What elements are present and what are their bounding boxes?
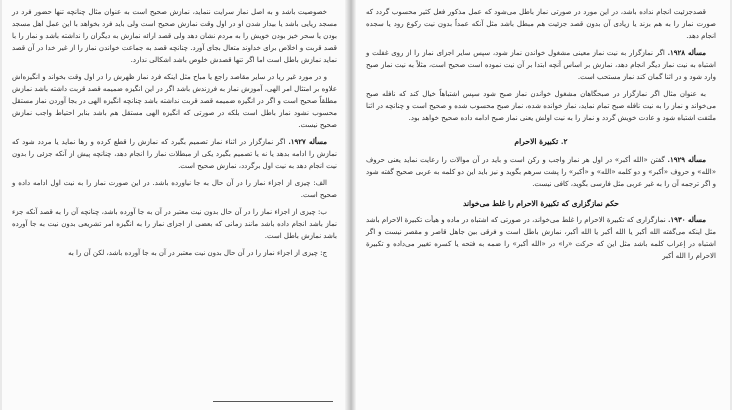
masala-paragraph: [366, 154, 716, 190]
case-alef: الف: چیزی از اجزاء نماز را در آن حال به جا نیاورده باشد. در این صورت نماز را به نیت اول ادامه داده و صحیح است.: [12, 179, 337, 199]
masala-text: اگر نمازگزار در اثناء نماز تصمیم بگیرد که نمازش را قطع کرده و رها نماید یا مردد شود که نمازش را ادامه بدهد یا نه یا تصمیم بگیرد یکی از مبطلات نماز را انجام دهد، چنانچه پیش از آنکه جزئی را بدون نیت انجام دهد به نیت اول برگردد، نمازش صحیح است.: [12, 138, 337, 170]
masala-paragraph: [366, 214, 716, 262]
footnote-divider: [213, 401, 333, 402]
left-text-column: [12, 6, 337, 259]
masala-paragraph: [12, 136, 337, 172]
masala-text: اگر نمازگزار به نیت نماز معینی مشغول خواندن نماز شود، سپس سایر اجزای نماز را از روی غفلت و اشتباه به نیت نماز دیگر انجام دهد، نمازش بر اساس آنچه ابتدا بر آن نیت نموده است صحیح است، مثلاً به نیت نماز صبح وارد شود و در اثنا گمان کند نماز مستحب است.: [366, 49, 716, 81]
paragraph: قصدجزئیت انجام نداده باشد، در این مورد در صورتی نماز باطل می‌شود که عمل مذکور فعل کثیر محسوب گردد که صورت نماز را به هم بزند یا زیادی آن بدون قصد جزئیت هم مبطل باشد مثل آنکه عمداً بدون نیت رکوع رود یا سجده انجام دهد.: [366, 8, 716, 40]
section-subheading: حکم نمازگزاری که تکبیرة الاحرام را غلط می‌خواند: [463, 199, 619, 208]
right-book-page: [356, 0, 730, 410]
masala-text: نمازگزاری که تکبیرة الاحرام را غلط می‌خواند، در صورتی که اشتباه در ماده و هیأت تکبیرة الاحرام باشد مثل اینکه می‌گفته الله أکبر یا الله أکبر یا الله أکبر، نمازش باطل است و فرقی بین جاهل قاصر و مقصر نیست و اگر اشتباه در إعراب کلمه باشد مثل این که حرکت «را» در «الله أكبر» را ضمه به فتحه یا کسره تغییر می‌داده و تکبیرة الاحرام را الله أکبر: [366, 216, 716, 260]
case-be: ب: چیزی از اجزاء نماز را در آن حال بدون نیت معتبر در آن به جا آورده باشد، چنانچه آن را به قصد آنکه جزء نماز باشد انجام داده باشد مانند زمانی که بعضی از اجزای نماز را به انگیزه امر تشریعی بدون نیت به جا آورده باشد نمازش باطل است.: [12, 208, 337, 240]
paragraph: خصوصیت باشد و به اصل نماز سرایت ننماید، نمازش صحیح است به عنوان مثال چنانچه تنها حضور فرد در مسجد ریایی باشد یا بیدار شدن او در اول وقت نمازش صحیح است ولی باید فرد بخواهد با این عمل اهل مسجد بودن یا سحر خیز بودن خویش را به مردم نشان دهد ولی قصد ارائه نمازش به دیگران را نداشته باشد و نماز را با قصد قربت و اخلاص برای خداوند متعال بجای آورد. چنانچه قصد به جماعت خواندن نماز را از غیر خدا در آن قصد نماید نمازش باطل است اما اگر تنها قصدش خلوص باشد اشکالی ندارد.: [12, 8, 337, 64]
masala-text: گفتن «الله أكبر» در اول هر نماز واجب و رکن است و باید در آن موالات را رعایت نماید یعنی حروف «الله» و حروف «أكبر» و دو کلمه «الله» و «أكبر» را پشت سرهم بگوید و نیز باید این دو کلمه به عربی صحیح گفته شود و اگر ترجمه آن را به غیر عربی مثل فارسی بگوید، کافی نیست.: [366, 156, 716, 188]
case-jim: ج: چیزی از اجزاء نماز را در آن حال بدون نیت معتبر در آن به جا آورده باشد، لکن آن را به: [68, 249, 327, 257]
left-book-page: [2, 0, 345, 410]
paragraph: به عنوان مثال اگر نمازگزار در صبحگاهان مشغول خواندن نماز صبح شود سپس اشتباهاً خیال کند که نافله صبح می‌خواند و نماز را به نیت نافله صبح تمام نماید، نماز خوانده شده، نماز صبح محسوب شده و صحیح است و چنانچه در اثنا ملتفت اشتباه شود و عادت خویش گردد و نماز را به نیت اولش یعنی نماز صبح ادامه داده صحیح خواهد بود.: [366, 90, 716, 122]
book-gutter: [345, 0, 356, 410]
paragraph: و در مورد غیر ریا در سایر مقاصد راجع یا مباح مثل اینکه فرد نماز ظهرش را در اول وقت بخواند و انگیزه‌اش علاوه بر امتثال امر الهی، آموزش نماز به فرزندش باشد اگر در این انگیزه ضمیمه قصد قربت داشته باشد نمازش مطلقاً صحیح است و اگر در انگیزه ضمیمه قصد قربت نداشته باشد چنانچه انگیزه الهی در بجا آوردن نماز مستقل محسوب نشود نماز باطل است بلکه در صورتی که انگیزه الهی مستقل هم باشد بنابر احتیاط واجب نمازش صحیح نیست.: [12, 73, 337, 129]
masala-number: مسأله ۱۹۲۸.: [667, 48, 706, 57]
masala-number: مسأله ۱۹۳۰.: [667, 215, 706, 224]
right-text-column: [366, 6, 716, 262]
masala-number: مسأله ۱۹۲۹.: [667, 155, 706, 164]
section-heading: ۲. تکبیرة الاحرام: [514, 137, 568, 146]
masala-paragraph: [366, 47, 716, 83]
masala-number: مسأله ۱۹۲۷.: [288, 137, 328, 146]
